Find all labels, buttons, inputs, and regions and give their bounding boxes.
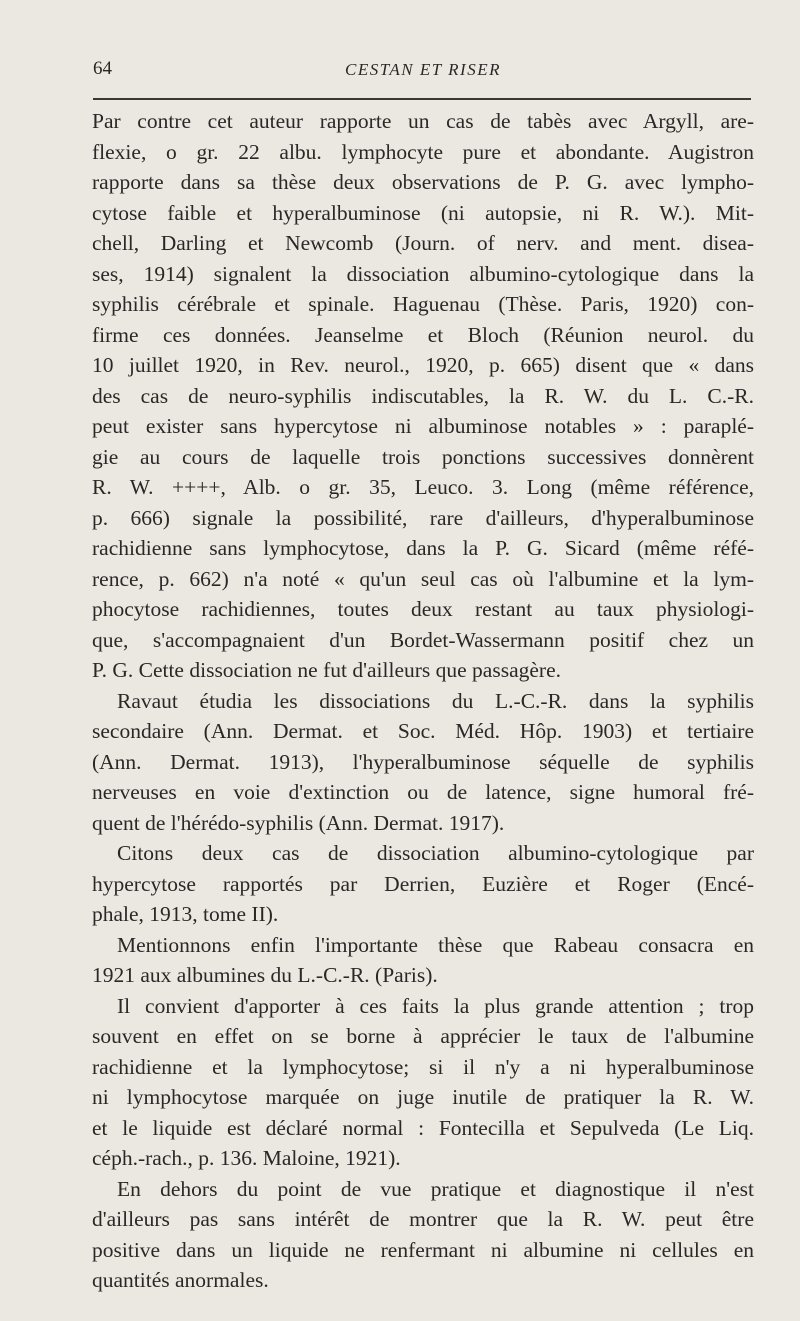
text-line: 10 juillet 1920, in Rev. neurol., 1920, p. 665) disent que « dans [92,353,754,377]
text-line: cytose faible et hyperalbuminose (ni autopsie, ni R. W.). Mit- [92,200,754,225]
text-line: souvent en effet on se borne à apprécier le taux de l'albumine [92,1024,754,1048]
text-line: Citons deux cas de dissociation albumino-cytologique par [117,841,754,865]
text-line: secondaire (Ann. Dermat. et Soc. Méd. Hôp. 1903) et tertiaire [92,719,754,743]
text-line: rachidienne et la lymphocytose; si il n'y a ni hyperalbuminose [92,1054,754,1079]
text-line: En dehors du point de vue pratique et diagnostique il n'est [117,1176,754,1201]
text-line: des cas de neuro-syphilis indiscutables, la R. W. du L. C.-R. [92,383,754,408]
text-line: 1921 aux albumines du L.-C.-R. (Paris). [92,963,438,987]
text-line: ses, 1914) signalent la dissociation albumino-cytologique dans la [92,261,754,286]
text-line: Il convient d'apporter à ces faits la plus grande attention ; trop [117,993,754,1018]
text-line: rapporte dans sa thèse deux observations de P. G. avec lympho- [92,170,754,194]
text-line: hypercytose rapportés par Derrien, Euzière et Roger (Encé- [92,871,754,896]
text-line: firme ces données. Jeanselme et Bloch (Réunion neurol. du [92,322,754,347]
text-line: que, s'accompagnaient d'un Bordet-Wassermann positif chez un [92,627,754,652]
text-line: Par contre cet auteur rapporte un cas de tabès avec Argyll, are- [92,109,754,133]
text-line: d'ailleurs pas sans intérêt de montrer que la R. W. peut être [92,1207,754,1231]
running-title: CESTAN ET RISER [345,60,501,79]
header-rule [93,98,751,100]
text-line: peut exister sans hypercytose ni albuminose notables » : paraplé- [92,414,754,438]
text-line: phocytose rachidiennes, toutes deux restant au taux physiologi- [92,597,754,621]
text-line: quantités anormales. [92,1268,269,1292]
text-line: positive dans un liquide ne renfermant ni albumine ni cellules en [92,1237,754,1262]
body-text [92,106,754,1296]
text-line: P. G. Cette dissociation ne fut d'ailleurs que passagère. [92,658,562,682]
text-line: rence, p. 662) n'a noté « qu'un seul cas où l'albumine et la lym- [92,566,754,591]
text-line: (Ann. Dermat. 1913), l'hyperalbuminose séquelle de syphilis [92,749,754,774]
text-line: p. 666) signale la possibilité, rare d'ailleurs, d'hyperalbuminose [92,505,754,530]
text-line: et le liquide est déclaré normal : Fontecilla et Sepulveda (Le Liq. [92,1115,754,1140]
text-line: quent de l'hérédo-syphilis (Ann. Dermat. 1917). [92,810,505,835]
page-number: 64 [93,58,112,79]
text-line: Ravaut étudia les dissociations du L.-C.-R. dans la syphilis [117,688,754,713]
text-line: chell, Darling et Newcomb (Journ. of nerv. and ment. disea- [92,231,754,255]
text-line: gie au cours de laquelle trois ponctions successives donnèrent [92,444,754,469]
running-head [93,58,753,84]
text-line: R. W. ++++, Alb. o gr. 35, Leuco. 3. Long (même référence, [92,475,754,499]
text-line: phale, 1913, tome II). [92,902,279,926]
text-line: Mentionnons enfin l'importante thèse que Rabeau consacra en [117,932,754,957]
text-line: ni lymphocytose marquée on juge inutile de pratiquer la R. W. [92,1085,754,1109]
text-line: syphilis cérébrale et spinale. Haguenau (Thèse. Paris, 1920) con- [92,292,754,316]
text-line: nerveuses en voie d'extinction ou de latence, signe humoral fré- [92,780,754,804]
text-line: rachidienne sans lymphocytose, dans la P. G. Sicard (même réfé- [92,536,754,560]
text-line: céph.-rach., p. 136. Maloine, 1921). [92,1146,401,1170]
text-line: flexie, o gr. 22 albu. lymphocyte pure et abondante. Augistron [92,139,754,164]
